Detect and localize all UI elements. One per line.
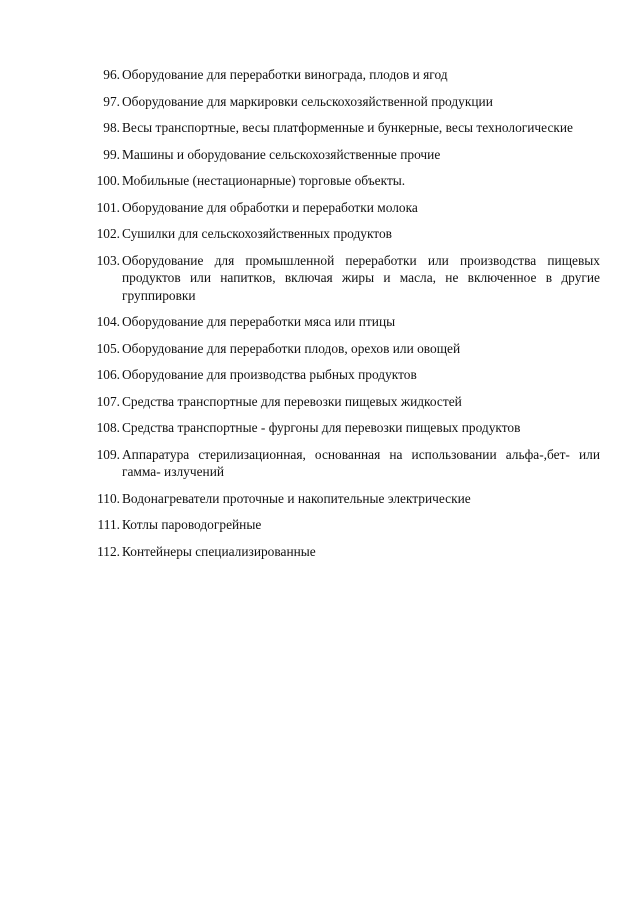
equipment-list [84,66,600,560]
list-item [84,252,600,305]
list-item [84,340,600,358]
item-text: Средства транспортные для перевозки пищевых жидкостей [122,393,462,409]
list-item [84,199,600,217]
item-text: Оборудование для промышленной переработки или производства пищевых продуктов или напитков, включая жиры и масла, не включенное в другие группировки [122,252,600,303]
list-item [84,66,600,84]
item-text: Оборудование для переработки винограда, плодов и ягод [122,67,448,82]
item-text: Машины и оборудование сельскохозяйственные прочие [122,146,441,162]
list-item [84,366,600,384]
item-text: Оборудование для переработки мяса или птицы [122,314,396,329]
item-number: 108. [96,420,120,435]
item-number: 103. [96,252,120,268]
item-number: 106. [96,367,120,382]
item-number: 110. [97,490,120,506]
item-number: 99. [103,146,120,162]
item-text: Контейнеры специализированные [122,543,316,559]
list-item [84,146,600,164]
item-number: 102. [96,226,120,241]
item-text: Котлы пароводогрейные [122,517,262,532]
list-item [84,490,600,508]
item-number: 100. [96,173,120,188]
list-item [84,313,600,331]
item-text: Аппаратура стерилизационная, основанная на использовании альфа-,бет- или гамма- излучений [122,446,600,479]
item-number: 112. [97,543,120,559]
item-number: 98. [103,120,120,135]
item-number: 107. [96,393,120,409]
item-text: Мобильные (нестационарные) торговые объекты. [122,173,406,188]
list-item [84,119,600,137]
item-text: Сушилки для сельскохозяйственных продуктов [122,226,392,241]
item-number: 101. [96,199,120,215]
list-item [84,225,600,243]
list-item [84,93,600,111]
list-item [84,172,600,190]
item-text: Оборудование для маркировки сельскохозяйственной продукции [122,93,493,109]
item-text: Весы транспортные, весы платформенные и бункерные, весы технологические [122,120,574,135]
item-text: Средства транспортные - фургоны для перевозки пищевых продуктов [122,420,521,435]
item-number: 111. [97,517,120,532]
item-text: Оборудование для производства рыбных продуктов [122,367,417,382]
item-number: 104. [96,314,120,329]
item-text: Оборудование для переработки плодов, орехов или овощей [122,340,461,356]
list-item [84,419,600,437]
item-number: 105. [96,340,120,356]
item-number: 97. [103,93,120,109]
item-text: Оборудование для обработки и переработки молока [122,199,418,215]
item-number: 109. [96,446,120,462]
item-text: Водонагреватели проточные и накопительные электрические [122,490,471,506]
list-item [84,516,600,534]
list-item [84,446,600,481]
list-item [84,393,600,411]
list-item [84,543,600,561]
item-number: 96. [103,67,120,82]
